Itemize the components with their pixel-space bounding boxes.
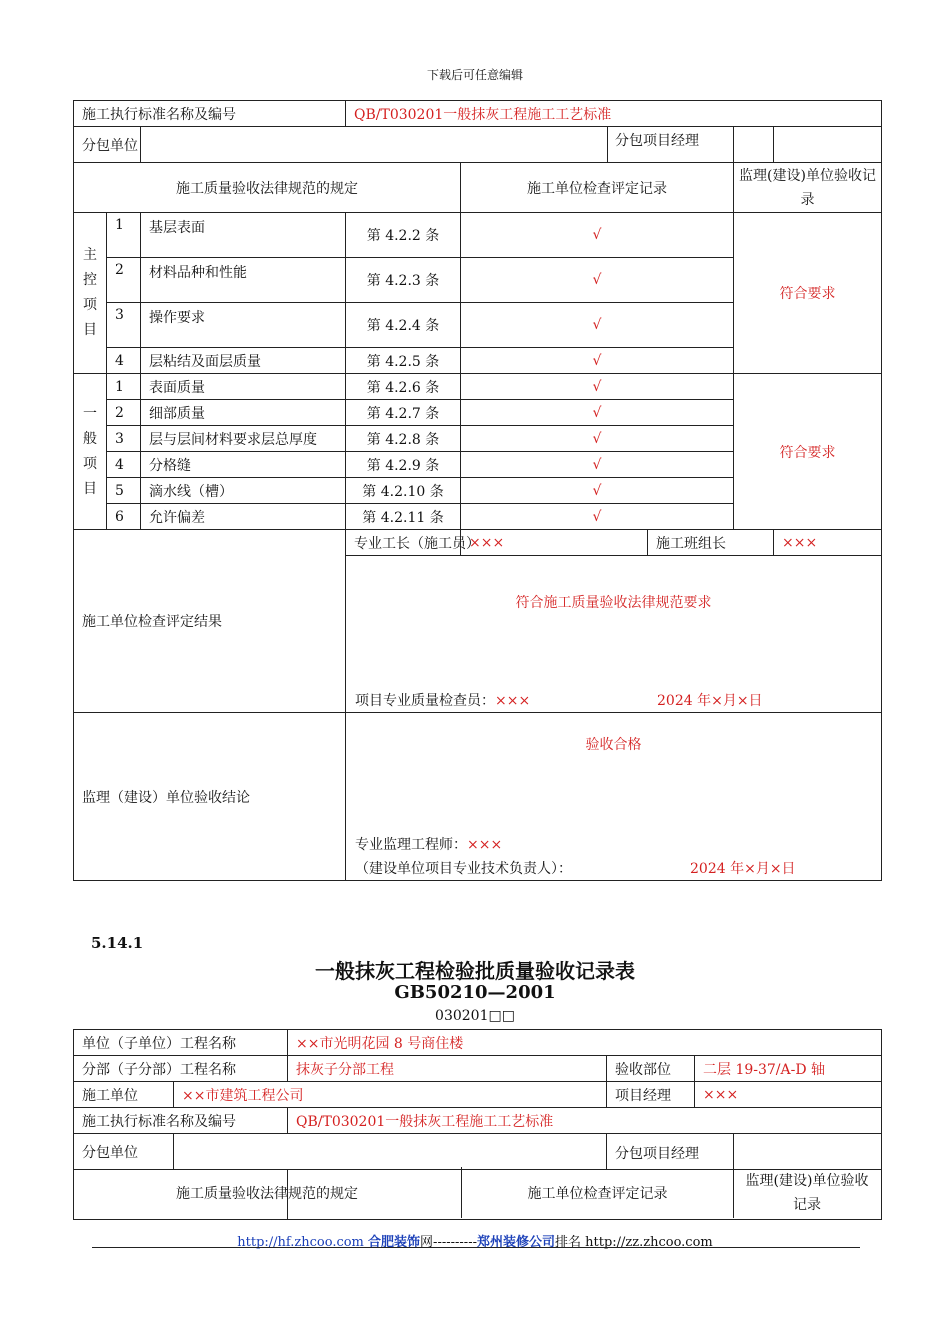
col-check-header-2: 施工单位检查评定记录: [462, 1167, 734, 1218]
footer-tail: 排名 http://zz.zhcoo.com: [555, 1235, 713, 1250]
sub-pm-label: 分包项目经理: [615, 133, 699, 149]
inspector-label: 项目专业质量检查员：: [355, 693, 496, 709]
main-result: 符合要求: [734, 213, 882, 374]
col-supervise-header-2: 监理(建设)单位验收记录: [745, 1172, 869, 1213]
division-value: 抹灰子分部工程: [288, 1056, 607, 1082]
item-clause: 第 4.2.3 条: [346, 258, 461, 303]
item-name: 材料品种和性能: [141, 258, 346, 303]
inspection-table-continued: [73, 100, 882, 881]
part-label: 验收部位: [607, 1056, 695, 1082]
footer-link-1[interactable]: http://hf.zhcoo.com: [237, 1235, 364, 1250]
engineer-line: [355, 834, 502, 854]
sub-pm-value: [774, 127, 882, 163]
part-value: 二层 19-37/A-D 轴: [695, 1056, 882, 1082]
std-label: 施工执行标准名称及编号: [74, 101, 346, 127]
general-result: 符合要求: [734, 374, 882, 530]
item-name: 滴水线（槽）: [141, 478, 346, 504]
sub-unit-label: 分包单位: [74, 127, 141, 163]
divider: [607, 126, 608, 162]
item-name: 细部质量: [141, 400, 346, 426]
check-mark: √: [461, 504, 734, 530]
item-no: 1: [107, 213, 141, 258]
sub-pm-label-2: 分包项目经理: [615, 1146, 699, 1162]
item-name: 表面质量: [141, 374, 346, 400]
item-clause: 第 4.2.10 条: [346, 478, 461, 504]
std-value-2: QB/T030201一般抹灰工程施工工艺标准: [288, 1108, 882, 1134]
check-mark: √: [461, 374, 734, 400]
col-rule-header: 施工质量验收法律规范的规定: [74, 163, 461, 213]
general-group-label: 一般项目: [74, 374, 107, 530]
item-clause: 第 4.2.7 条: [346, 400, 461, 426]
inspector-value: ×××: [495, 693, 531, 709]
item-clause: 第 4.2.5 条: [346, 348, 461, 374]
pm-value: ×××: [695, 1082, 882, 1108]
team-value: ×××: [774, 530, 882, 556]
item-no: 4: [107, 348, 141, 374]
std-label-2: 施工执行标准名称及编号: [74, 1108, 288, 1134]
footer-rule: [92, 1247, 860, 1248]
engineer-label: 专业监理工程师：: [355, 837, 468, 853]
footer-name-2[interactable]: 郑州装修公司: [476, 1235, 555, 1250]
engineer-value: ×××: [467, 837, 503, 853]
owner-date: 2024 年×月×日: [690, 861, 796, 877]
item-no: 2: [107, 258, 141, 303]
item-clause: 第 4.2.2 条: [346, 213, 461, 258]
team-label: 施工班组长: [648, 530, 774, 556]
item-no: 3: [107, 303, 141, 348]
sub-pm-cell-2: [607, 1134, 882, 1170]
item-clause: 第 4.2.8 条: [346, 426, 461, 452]
builder-label: 施工单位: [74, 1082, 174, 1108]
col-rule-header-2: 施工质量验收法律规范的规定: [73, 1167, 462, 1218]
page-header: 下载后可任意编辑: [426, 68, 523, 82]
item-no: 4: [107, 452, 141, 478]
footer-name-1[interactable]: 合肥装饰: [368, 1235, 421, 1250]
item-name: 操作要求: [141, 303, 346, 348]
footer-mid: 网----------: [420, 1235, 477, 1250]
check-mark: √: [461, 258, 734, 303]
divider: [733, 1134, 734, 1169]
item-name: 基层表面: [141, 213, 346, 258]
col-check-header: 施工单位检查评定记录: [461, 163, 734, 213]
form-standard: GB50210—2001: [394, 982, 556, 1003]
col-supervise-header: 监理(建设)单位验收记录: [734, 163, 882, 213]
check-mark: √: [461, 400, 734, 426]
owner-label: （建设单位项目专业技术负责人）：: [355, 861, 573, 877]
item-clause: 第 4.2.6 条: [346, 374, 461, 400]
item-no: 2: [107, 400, 141, 426]
sub-unit-value-2: [174, 1134, 607, 1170]
check-mark: √: [461, 478, 734, 504]
item-name: 分格缝: [141, 452, 346, 478]
item-name: 层与层间材料要求层总厚度: [141, 426, 346, 452]
check-mark: √: [461, 303, 734, 348]
supervise-cell: [346, 713, 882, 881]
std-value: QB/T030201一般抹灰工程施工工艺标准: [346, 101, 882, 127]
inspector-line: [355, 690, 530, 710]
item-no: 1: [107, 374, 141, 400]
section-number: 5.14.1: [91, 934, 144, 952]
builder-value: ××市建筑工程公司: [174, 1082, 607, 1108]
unit-result-cell: [346, 556, 882, 713]
foreman-label: 专业工长（施工员）: [346, 530, 461, 556]
item-name: 允许偏差: [141, 504, 346, 530]
foreman-value: ×××: [461, 530, 648, 556]
item-clause: 第 4.2.4 条: [346, 303, 461, 348]
item-name: 层粘结及面层质量: [141, 348, 346, 374]
item-clause: 第 4.2.9 条: [346, 452, 461, 478]
item-no: 3: [107, 426, 141, 452]
project-value: ××市光明花园 8 号商住楼: [288, 1030, 882, 1056]
item-clause: 第 4.2.11 条: [346, 504, 461, 530]
check-mark: √: [461, 452, 734, 478]
supervise-text: 验收合格: [585, 737, 642, 753]
form-title: 一般抹灰工程检验批质量验收记录表: [315, 959, 635, 983]
inspector-date: 2024 年×月×日: [657, 693, 763, 709]
form-code: 030201□□: [435, 1008, 515, 1024]
check-mark: √: [461, 213, 734, 258]
check-mark: √: [461, 348, 734, 374]
item-no: 5: [107, 478, 141, 504]
main-group-label: 主控项目: [74, 213, 107, 374]
project-label: 单位（子单位）工程名称: [74, 1030, 288, 1056]
unit-result-label: 施工单位检查评定结果: [74, 530, 346, 713]
supervise-label: 监理（建设）单位验收结论: [74, 713, 346, 881]
unit-result-text: 符合施工质量验收法律规范要求: [515, 595, 712, 611]
check-mark: √: [461, 426, 734, 452]
item-no: 6: [107, 504, 141, 530]
division-label: 分部（子分部）工程名称: [74, 1056, 288, 1082]
sub-unit-label-2: 分包单位: [74, 1134, 174, 1170]
pm-label: 项目经理: [607, 1082, 695, 1108]
